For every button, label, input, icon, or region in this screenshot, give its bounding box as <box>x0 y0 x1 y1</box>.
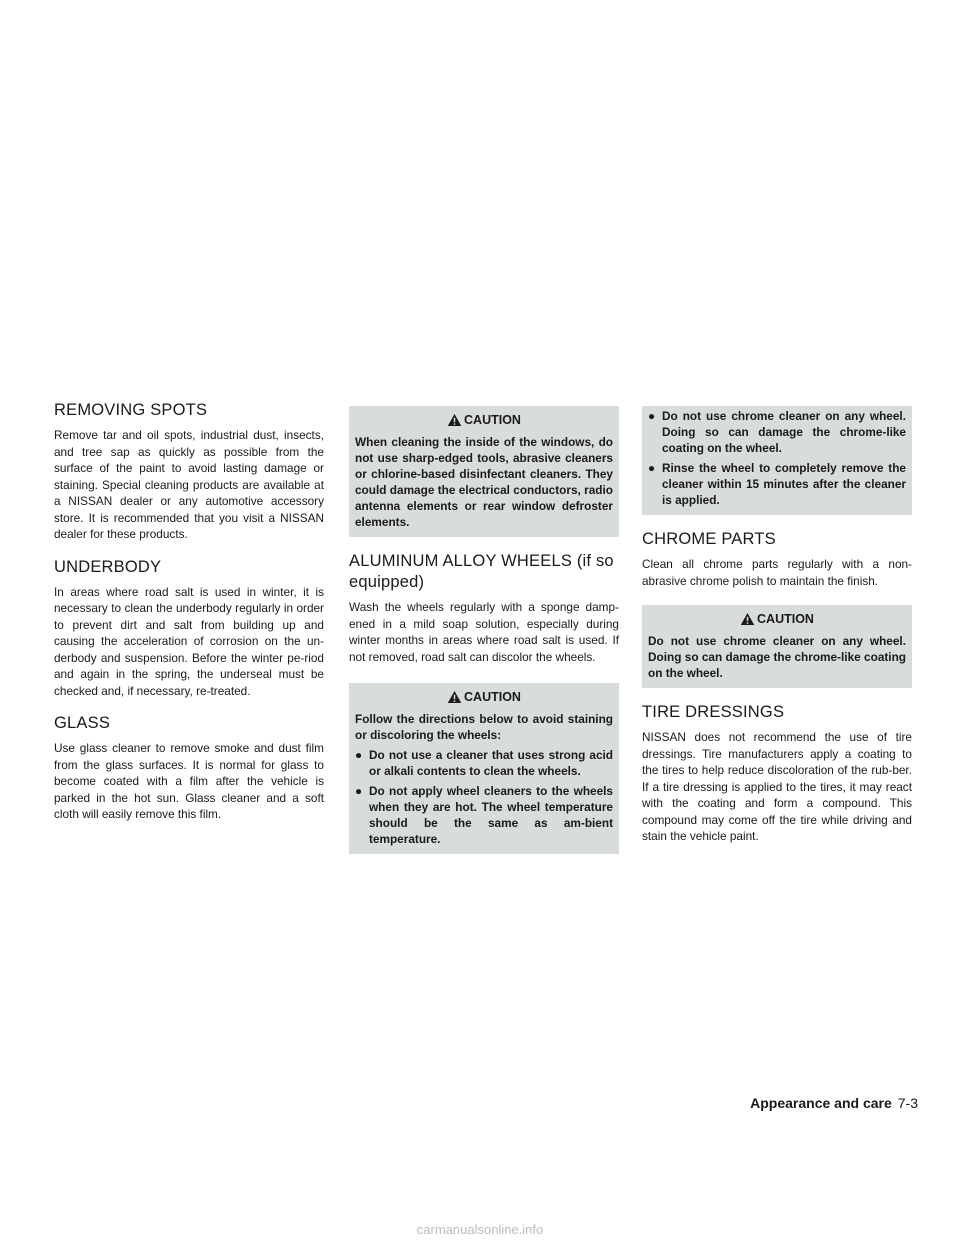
bullet-icon: ● <box>648 409 656 423</box>
heading-removing-spots: REMOVING SPOTS <box>54 401 208 419</box>
column-middle <box>349 406 619 866</box>
watermark: carmanualsonline.info <box>416 1222 544 1237</box>
footer-section-title: Appearance and care <box>750 1095 892 1111</box>
heading-chrome-parts: CHROME PARTS <box>642 530 776 548</box>
page-footer <box>750 1095 918 1111</box>
paragraph-underbody: In areas where road salt is used in winter, it is necessary to clean the underbody regularly in order to prevent dirt and salt from building up and causing the acceleration of corrosion on the un-derbody and suspension. Before the winter pe-riod and again in the spring, the underseal must be checked and, if necessary, re-treated. <box>54 584 324 698</box>
caution-label: CAUTION <box>464 690 521 704</box>
caution-box-windows <box>349 406 619 537</box>
heading-glass: GLASS <box>54 714 111 732</box>
bullet-text: Do not use a cleaner that uses strong acid or alkali contents to clean the wheels. <box>369 748 613 778</box>
list-item <box>355 783 613 847</box>
caution-box-chrome <box>642 605 912 688</box>
paragraph-glass: Use glass cleaner to remove smoke and dust film from the glass surfaces. It is normal for glass to become coated with a film after the vehicle is parked in the hot sun. Glass cleaner and a soft cloth will easily remove this film. <box>54 741 324 821</box>
caution-text-windows: When cleaning the inside of the windows, do not use sharp-edged tools, abrasive cleaners or chlorine-based disinfectant cleaners. They could damage the electrical conductors, radio antenna elements or rear window defroster elements. <box>355 435 613 529</box>
bullet-text: Do not use chrome cleaner on any wheel. Doing so can damage the chrome-like coating on the wheel. <box>662 409 906 455</box>
bullet-icon: ● <box>355 784 363 798</box>
heading-tire-dressings: TIRE DRESSINGS <box>642 703 785 721</box>
caution-box-continued <box>642 406 912 515</box>
caution-label: CAUTION <box>757 612 814 626</box>
caution-header <box>355 689 613 705</box>
caution-intro-wheels: Follow the directions below to avoid staining or discoloring the wheels: <box>355 712 613 742</box>
paragraph-tire-dressings: NISSAN does not recommend the use of tire dressings. Tire manufacturers apply a coating to the tires to help reduce discoloration of the rub-ber. If a tire dressing is applied to the tires, it may react with the coating and form a compound. This compound may come off the tire while driving and stain the vehicle paint. <box>642 730 912 843</box>
heading-aluminum-alloy-wheels: ALUMINUM ALLOY WHEELS (if so equipped) <box>349 552 614 591</box>
caution-box-wheels <box>349 683 619 854</box>
paragraph-removing-spots: Remove tar and oil spots, industrial dust, insects, and tree sap as quickly as possible from the surface of the paint to avoid lasting damage or staining. Special cleaning products are available at a NISSAN dealer or any automotive accessory store. It is recommended that you visit a NISSAN dealer for these products. <box>54 428 324 541</box>
warning-triangle-icon <box>447 690 462 704</box>
bullet-text: Do not apply wheel cleaners to the wheels when they are hot. The wheel temperature should be the same as am-bient temperature. <box>369 784 613 846</box>
heading-underbody: UNDERBODY <box>54 557 162 576</box>
column-left <box>54 400 324 837</box>
bullet-icon: ● <box>648 461 656 475</box>
caution-header <box>648 611 906 627</box>
list-item <box>648 460 906 508</box>
bullet-text: Rinse the wheel to completely remove the cleaner within 15 minutes after the cleaner is applied. <box>662 461 906 507</box>
bullet-icon: ● <box>355 748 363 762</box>
caution-header <box>355 412 613 428</box>
page-number: 7-3 <box>897 1095 918 1111</box>
paragraph-aluminum-alloy-wheels: Wash the wheels regularly with a sponge damp-ened in a mild soap solution, especially during winter months in areas where road salt is used. If not removed, road salt can discolor the wheels. <box>349 600 619 664</box>
list-item <box>648 408 906 456</box>
warning-triangle-icon <box>447 413 462 427</box>
warning-triangle-icon <box>740 612 755 626</box>
column-right <box>642 406 912 859</box>
paragraph-chrome-parts: Clean all chrome parts regularly with a non-abrasive chrome polish to maintain the finish. <box>642 557 912 588</box>
caution-label: CAUTION <box>464 413 521 427</box>
list-item <box>355 747 613 779</box>
caution-text-chrome: Do not use chrome cleaner on any wheel. Doing so can damage the chrome-like coating on the wheel. <box>648 634 906 680</box>
